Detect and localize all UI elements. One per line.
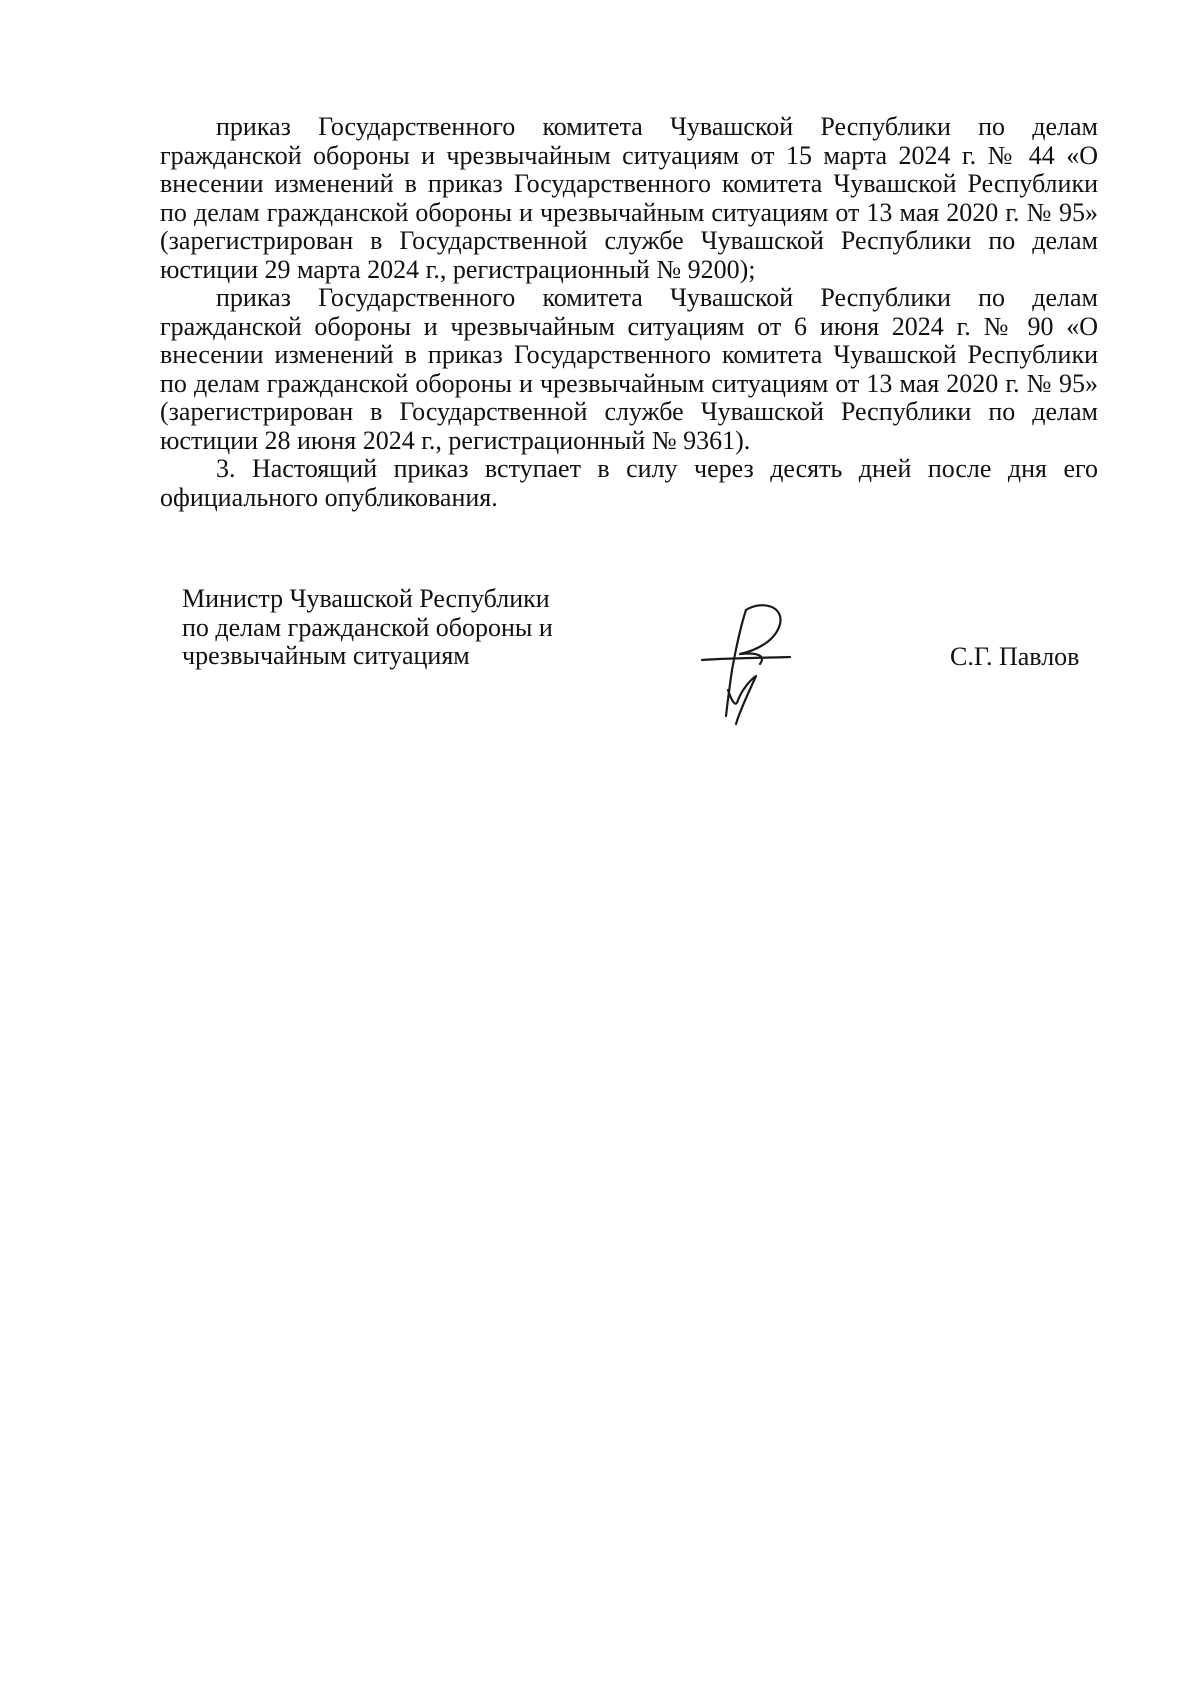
signatory-position-line: чрезвычайным ситуациям	[182, 641, 470, 670]
signature-stroke	[728, 676, 756, 724]
handwritten-signature-icon	[700, 598, 810, 728]
document-body	[160, 113, 1098, 512]
signatory-name: С.Г. Павлов	[950, 642, 1080, 671]
signature-stroke	[726, 610, 746, 716]
signatory-position	[182, 585, 562, 671]
signatory-position-line: по делам гражданской обороны и	[182, 612, 553, 642]
signatory-position-line: Министр Чувашской Республики	[182, 584, 550, 613]
signature-stroke	[740, 605, 780, 664]
paragraph-order-90: приказ Государственного комитета Чувашской Республики по делам гражданской обороны и чрезвычайным ситуациям от 6 июня 2024 г. № 90 «О внесении изменений в приказ Государственного комитета Чувашской Республики по делам гражданской обороны и чрезвычайным ситуациям от 13 мая 2020 г. № 95» (зарегистрирован в Государственной службе Чувашской Республики по делам юстиции 28 июня 2024 г., регистрационный № 9361).	[160, 283, 1098, 455]
signature-stroke	[702, 657, 790, 660]
paragraph-effective-date: 3. Настоящий приказ вступает в силу через десять дней после дня его официального опубликования.	[160, 454, 1098, 512]
paragraph-order-44: приказ Государственного комитета Чувашской Республики по делам гражданской обороны и чрезвычайным ситуациям от 15 марта 2024 г. № 44 «О внесении изменений в приказ Государственного комитета Чувашской Республики по делам гражданской обороны и чрезвычайным ситуациям от 13 мая 2020 г. № 95» (зарегистрирован в Государственной службе Чувашской Республики по делам юстиции 29 марта 2024 г., регистрационный № 9200);	[160, 112, 1098, 284]
